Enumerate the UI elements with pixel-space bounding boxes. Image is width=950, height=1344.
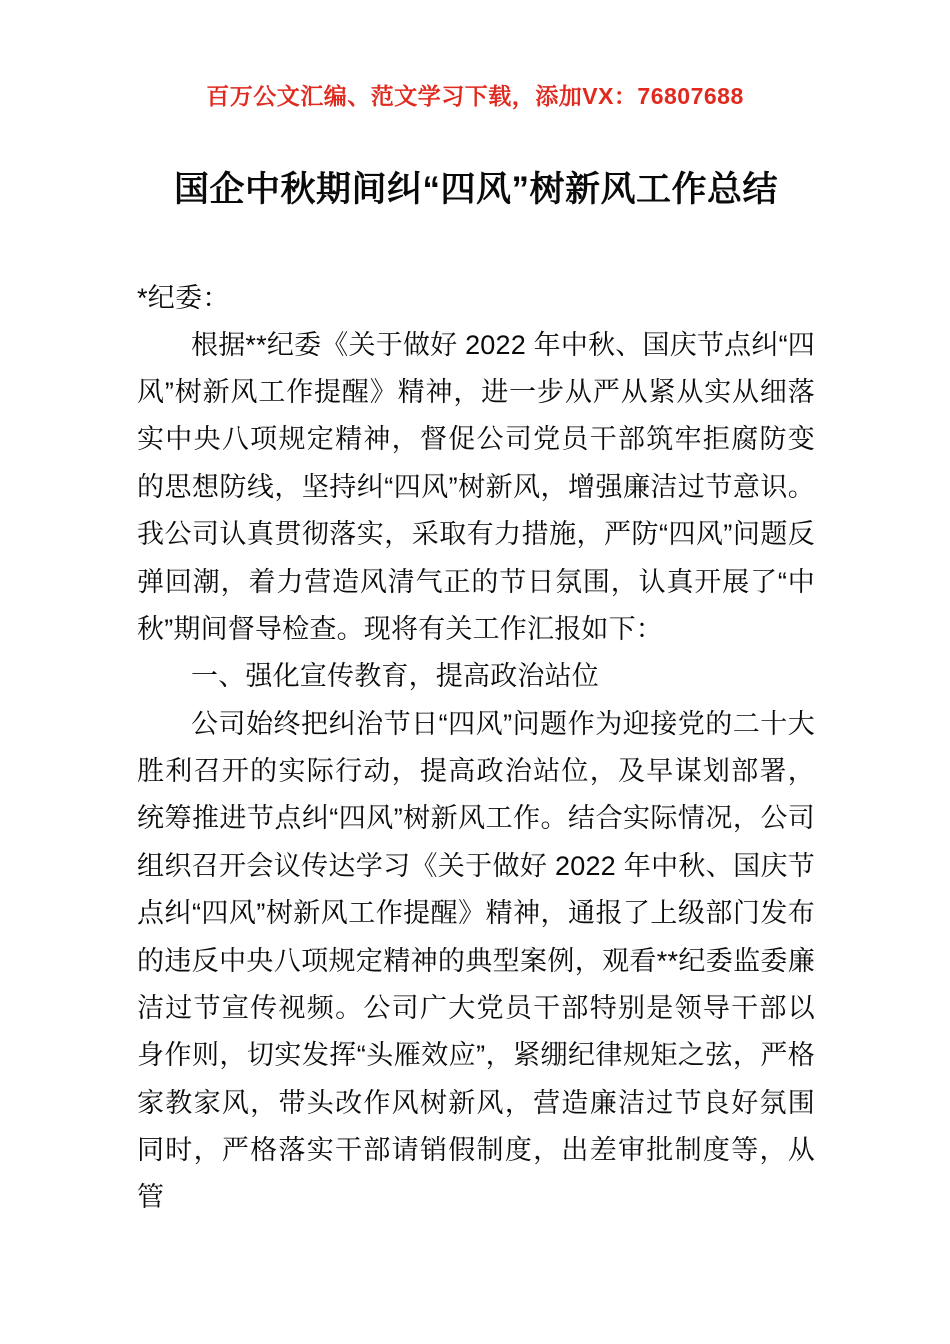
body-paragraph-2: 公司始终把纠治节日“四风”问题作为迎接党的二十大胜利召开的实际行动，提高政治站位，及早谋划部署，统筹推进节点纠“四风”树新风工作。结合实际情况，公司组织召开会议传达学习《关于做好 2022 年中秋、国庆节点纠“四风”树新风工作提醒》精神，通报了上级部门发布的违反中央八项规定精神的典型案例，观看**纪委监委廉洁过节宣传视频。公司广大党员干部特别是领导干部以身作则，切实发挥“头雁效应”，紧绷纪律规矩之弦，严格家教家风，带头改作风树新风，营造廉洁过节良好氛围同时，严格落实干部请销假制度，出差审批制度等，从管 (137, 708, 815, 1213)
title-spacer (137, 213, 815, 275)
document-body (137, 160, 815, 1222)
page-title: 国企中秋期间纠“四风”树新风工作总结 (173, 170, 778, 209)
salutation-line: *纪委： (137, 283, 230, 314)
section-heading-1: 一、强化宣传教育，提高政治站位 (191, 661, 599, 692)
body-paragraph-1: 根据**纪委《关于做好 2022 年中秋、国庆节点纠“四风”树新风工作提醒》精神，进一步从严从紧从实从细落实中央八项规定精神，督促公司党员干部筑牢拒腐防变的思想防线，坚持纠“四风”树新风，增强廉洁过节意识。我公司认真贯彻落实，采取有力措施，严防“四风”问题反弹回潮，着力营造风清气正的节日氛围，认真开展了“中秋”期间督导检查。现将有关工作汇报如下： (137, 329, 815, 644)
promo-watermark-text: 百万公文汇编、范文学习下载，添加VX：76807688 (206, 83, 744, 109)
